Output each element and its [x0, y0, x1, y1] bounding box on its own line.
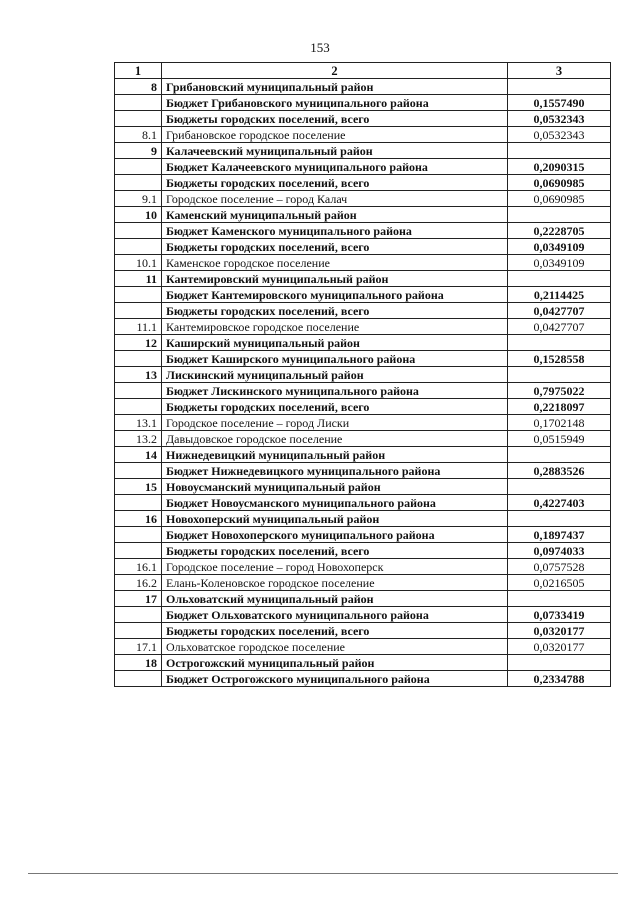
row-value: 0,0757528: [508, 559, 611, 575]
column-header-2: 2: [162, 63, 508, 79]
row-value: 0,0349109: [508, 239, 611, 255]
row-name: Бюджет Грибановского муниципального района: [162, 95, 508, 111]
row-name: Нижнедевицкий муниципальный район: [162, 447, 508, 463]
row-name: Калачеевский муниципальный район: [162, 143, 508, 159]
table-body: [115, 79, 611, 687]
budget-table: [114, 62, 611, 687]
row-number: [115, 495, 162, 511]
row-name: Бюджет Каменского муниципального района: [162, 223, 508, 239]
row-name: Кантемировское городское поселение: [162, 319, 508, 335]
row-number: [115, 399, 162, 415]
row-name: Ольховатский муниципальный район: [162, 591, 508, 607]
row-value: [508, 335, 611, 351]
row-name: Городское поселение – город Лиски: [162, 415, 508, 431]
row-value: 0,1702148: [508, 415, 611, 431]
table-row: [115, 271, 611, 287]
table-row: [115, 191, 611, 207]
table-row: [115, 303, 611, 319]
row-value: 0,0320177: [508, 623, 611, 639]
row-value: 0,2114425: [508, 287, 611, 303]
row-name: Бюджеты городских поселений, всего: [162, 303, 508, 319]
row-name: Бюджеты городских поселений, всего: [162, 239, 508, 255]
row-number: 8.1: [115, 127, 162, 143]
row-value: 0,1557490: [508, 95, 611, 111]
row-name: Бюджет Нижнедевицкого муниципального района: [162, 463, 508, 479]
row-value: 0,0733419: [508, 607, 611, 623]
row-name: Бюджет Каширского муниципального района: [162, 351, 508, 367]
table-row: [115, 575, 611, 591]
row-name: Каширский муниципальный район: [162, 335, 508, 351]
row-name: Бюджет Ольховатского муниципального района: [162, 607, 508, 623]
table-row: [115, 431, 611, 447]
column-header-3: 3: [508, 63, 611, 79]
row-number: 15: [115, 479, 162, 495]
row-number: [115, 543, 162, 559]
row-name: Кантемировский муниципальный район: [162, 271, 508, 287]
row-name: Бюджеты городских поселений, всего: [162, 175, 508, 191]
row-value: 0,0427707: [508, 319, 611, 335]
row-name: Городское поселение – город Калач: [162, 191, 508, 207]
row-number: [115, 95, 162, 111]
row-value: 0,0320177: [508, 639, 611, 655]
row-number: 11: [115, 271, 162, 287]
row-value: 0,0532343: [508, 127, 611, 143]
row-name: Бюджеты городских поселений, всего: [162, 543, 508, 559]
row-value: [508, 271, 611, 287]
row-number: 17: [115, 591, 162, 607]
row-number: 13.2: [115, 431, 162, 447]
row-number: 16: [115, 511, 162, 527]
row-name: Грибановский муниципальный район: [162, 79, 508, 95]
row-number: [115, 303, 162, 319]
table-row: [115, 287, 611, 303]
row-value: 0,1528558: [508, 351, 611, 367]
table-row: [115, 639, 611, 655]
row-number: [115, 671, 162, 687]
row-value: 0,0427707: [508, 303, 611, 319]
row-name: Бюджеты городских поселений, всего: [162, 111, 508, 127]
row-value: 0,2090315: [508, 159, 611, 175]
row-value: [508, 479, 611, 495]
row-name: Бюджет Новохоперского муниципального района: [162, 527, 508, 543]
table-header: [115, 63, 611, 79]
row-number: 13.1: [115, 415, 162, 431]
table-row: [115, 607, 611, 623]
table-row: [115, 495, 611, 511]
row-number: 12: [115, 335, 162, 351]
row-name: Давыдовское городское поселение: [162, 431, 508, 447]
table-row: [115, 255, 611, 271]
row-number: [115, 287, 162, 303]
table-row: [115, 671, 611, 687]
table-row: [115, 383, 611, 399]
row-name: Бюджет Острогожского муниципального района: [162, 671, 508, 687]
row-value: [508, 591, 611, 607]
row-number: [115, 111, 162, 127]
row-number: [115, 383, 162, 399]
row-value: 0,0349109: [508, 255, 611, 271]
header-row: [115, 63, 611, 79]
row-number: [115, 159, 162, 175]
row-value: 0,0974033: [508, 543, 611, 559]
table-row: [115, 479, 611, 495]
row-name: Бюджет Лискинского муниципального района: [162, 383, 508, 399]
row-value: 0,2218097: [508, 399, 611, 415]
row-number: 9.1: [115, 191, 162, 207]
table-row: [115, 127, 611, 143]
table-row: [115, 95, 611, 111]
table-row: [115, 527, 611, 543]
row-number: 8: [115, 79, 162, 95]
table-row: [115, 447, 611, 463]
row-value: [508, 655, 611, 671]
row-number: 16.1: [115, 559, 162, 575]
row-name: Новоусманский муниципальный район: [162, 479, 508, 495]
footer-divider: [28, 873, 618, 874]
row-value: 0,0515949: [508, 431, 611, 447]
row-value: [508, 207, 611, 223]
table-row: [115, 111, 611, 127]
row-name: Бюджет Новоусманского муниципального района: [162, 495, 508, 511]
row-number: [115, 463, 162, 479]
table-row: [115, 543, 611, 559]
table-row: [115, 207, 611, 223]
row-number: [115, 175, 162, 191]
row-name: Городское поселение – город Новохоперск: [162, 559, 508, 575]
row-value: 0,2228705: [508, 223, 611, 239]
table-row: [115, 399, 611, 415]
row-number: 10.1: [115, 255, 162, 271]
table-row: [115, 223, 611, 239]
table-row: [115, 159, 611, 175]
row-name: Ольховатское городское поселение: [162, 639, 508, 655]
table-row: [115, 143, 611, 159]
column-header-1: 1: [115, 63, 162, 79]
row-value: 0,1897437: [508, 527, 611, 543]
row-value: 0,0690985: [508, 175, 611, 191]
row-name: Каменский муниципальный район: [162, 207, 508, 223]
row-number: [115, 607, 162, 623]
row-number: 16.2: [115, 575, 162, 591]
page-number: 153: [310, 40, 330, 55]
row-value: 0,2334788: [508, 671, 611, 687]
row-value: [508, 367, 611, 383]
row-number: 17.1: [115, 639, 162, 655]
table-row: [115, 319, 611, 335]
row-name: Грибановское городское поселение: [162, 127, 508, 143]
row-value: [508, 511, 611, 527]
row-name: Бюджет Кантемировского муниципального района: [162, 287, 508, 303]
row-value: 0,7975022: [508, 383, 611, 399]
row-number: [115, 239, 162, 255]
table-row: [115, 175, 611, 191]
row-name: Новохоперский муниципальный район: [162, 511, 508, 527]
table-row: [115, 559, 611, 575]
table-row: [115, 655, 611, 671]
row-number: [115, 351, 162, 367]
row-value: 0,2883526: [508, 463, 611, 479]
table-row: [115, 367, 611, 383]
table-row: [115, 335, 611, 351]
row-name: Лискинский муниципальный район: [162, 367, 508, 383]
row-name: Елань-Коленовское городское поселение: [162, 575, 508, 591]
row-number: 18: [115, 655, 162, 671]
row-value: [508, 447, 611, 463]
row-value: 0,0690985: [508, 191, 611, 207]
row-name: Бюджет Калачеевского муниципального района: [162, 159, 508, 175]
row-value: [508, 79, 611, 95]
row-number: 14: [115, 447, 162, 463]
row-number: 10: [115, 207, 162, 223]
table-row: [115, 623, 611, 639]
table-row: [115, 239, 611, 255]
table-row: [115, 351, 611, 367]
row-number: 9: [115, 143, 162, 159]
table-row: [115, 511, 611, 527]
row-number: [115, 223, 162, 239]
table-row: [115, 591, 611, 607]
row-value: 0,0532343: [508, 111, 611, 127]
row-number: [115, 527, 162, 543]
row-name: Бюджеты городских поселений, всего: [162, 399, 508, 415]
row-name: Бюджеты городских поселений, всего: [162, 623, 508, 639]
table-row: [115, 415, 611, 431]
row-value: [508, 143, 611, 159]
table-row: [115, 463, 611, 479]
row-number: [115, 623, 162, 639]
table-row: [115, 79, 611, 95]
row-value: 0,4227403: [508, 495, 611, 511]
row-number: 11.1: [115, 319, 162, 335]
row-value: 0,0216505: [508, 575, 611, 591]
row-name: Острогожский муниципальный район: [162, 655, 508, 671]
row-number: 13: [115, 367, 162, 383]
row-name: Каменское городское поселение: [162, 255, 508, 271]
